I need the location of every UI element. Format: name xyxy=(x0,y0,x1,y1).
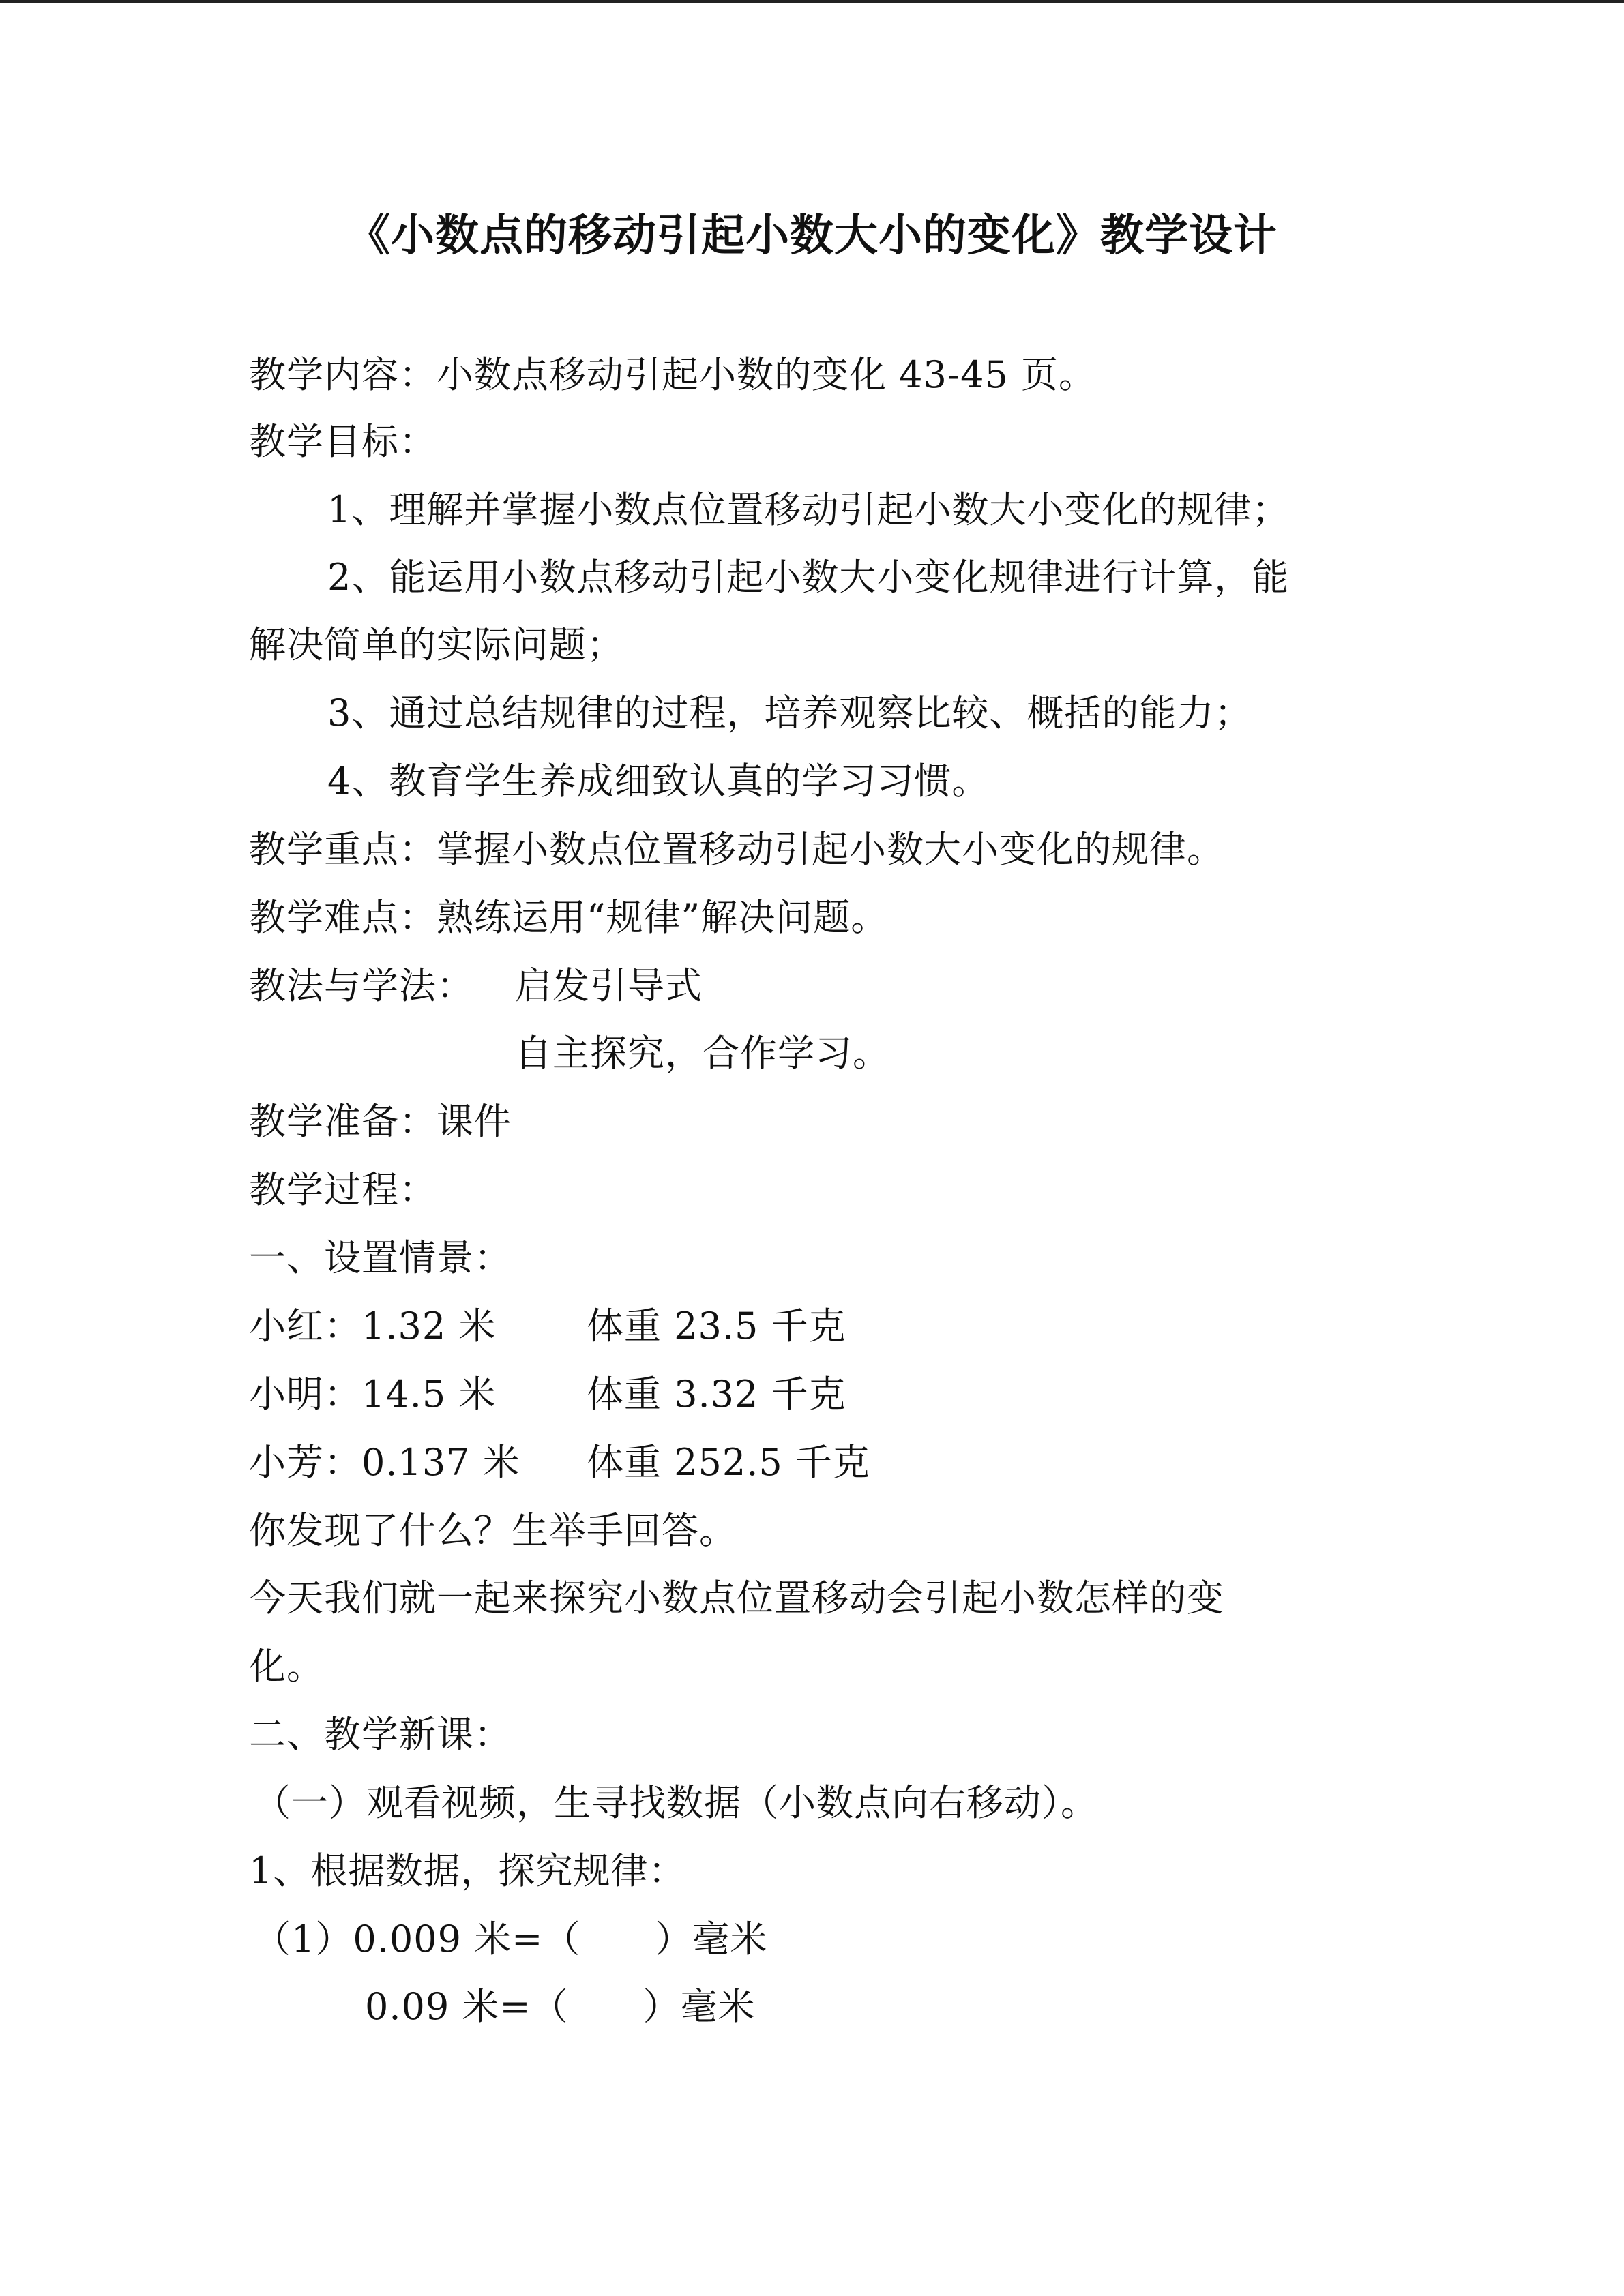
subsection-1-line: （一）观看视频，生寻找数据（小数点向右移动）。 xyxy=(254,1781,1098,1824)
method-item-2: 自主探究，合作学习。 xyxy=(515,1032,890,1075)
teaching-content-line: 教学内容：小数点移动引起小数的变化 43-45 页。 xyxy=(249,353,1097,396)
intro-line-1: 今天我们就一起来探究小数点位置移动会引起小数怎样的变 xyxy=(249,1577,1224,1620)
method-item-1: 启发引导式 xyxy=(515,964,703,1007)
preparation-line: 教学准备：课件 xyxy=(249,1100,512,1143)
step-1-line: 1、根据数据，探究规律： xyxy=(249,1849,686,1892)
key-point-line: 教学重点：掌握小数点位置移动引起小数大小变化的规律。 xyxy=(249,828,1224,871)
student-weight-3: 体重 252.5 千克 xyxy=(587,1441,870,1484)
objectives-heading: 教学目标： xyxy=(249,420,437,463)
section-1-heading: 一、设置情景： xyxy=(249,1236,512,1279)
question-line: 你发现了什么？生举手回答。 xyxy=(249,1509,737,1552)
objective-item-2: 2、能运用小数点移动引起小数大小变化规律进行计算，能 xyxy=(327,556,1290,599)
intro-line-2: 化。 xyxy=(249,1645,324,1688)
objective-item-1: 1、理解并掌握小数点位置移动引起小数大小变化的规律； xyxy=(327,488,1290,531)
student-height-2: 小明：14.5 米 xyxy=(249,1373,497,1416)
objective-item-3: 3、通过总结规律的过程，培养观察比较、概括的能力； xyxy=(327,691,1252,734)
student-weight-1: 体重 23.5 千克 xyxy=(587,1304,846,1347)
difficulty-line: 教学难点：熟练运用“规律”解决问题。 xyxy=(249,896,889,939)
process-heading: 教学过程： xyxy=(249,1168,437,1211)
exercise-line-1: （1）0.009 米=（ ）毫米 xyxy=(254,1918,768,1960)
top-border-line xyxy=(0,0,1624,3)
student-height-1: 小红：1.32 米 xyxy=(249,1304,497,1347)
methods-label: 教法与学法： xyxy=(249,964,474,1007)
document-title: 《小数点的移动引起小数大小的变化》教学设计 xyxy=(346,211,1278,261)
exercise-line-2: 0.09 米=（ ）毫米 xyxy=(365,1985,756,2028)
student-weight-2: 体重 3.32 千克 xyxy=(587,1373,846,1416)
section-2-heading: 二、教学新课： xyxy=(249,1713,512,1756)
objective-item-4: 4、教育学生养成细致认真的学习习惯。 xyxy=(327,760,990,803)
objective-item-2-continued: 解决简单的实际问题； xyxy=(249,623,624,666)
student-height-3: 小芳：0.137 米 xyxy=(249,1441,520,1484)
